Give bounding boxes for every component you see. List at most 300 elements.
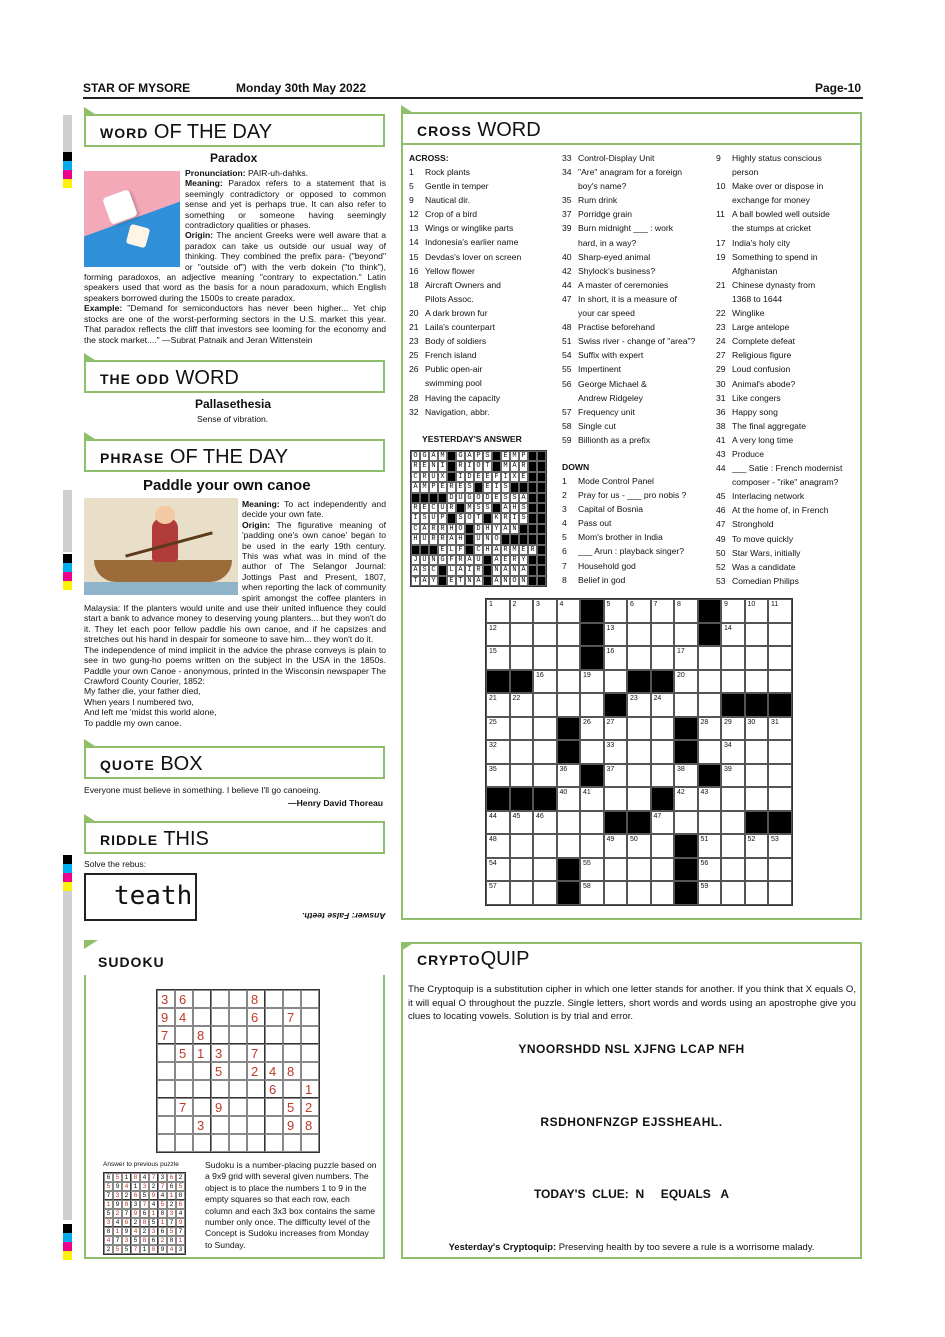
answer-cell: R <box>510 555 519 565</box>
sudoku-cell[interactable] <box>157 1098 175 1116</box>
crossword-cell[interactable] <box>745 787 769 811</box>
crossword-cell[interactable] <box>698 693 722 717</box>
crossword-cell[interactable]: 22 <box>510 693 534 717</box>
sudoku-cell[interactable] <box>175 1080 193 1098</box>
sudoku-cell[interactable] <box>157 1062 175 1080</box>
crossword-cell[interactable]: 48 <box>486 834 510 858</box>
crossword-cell[interactable] <box>533 646 557 670</box>
sudoku-cell[interactable]: 5 <box>175 1044 193 1062</box>
sudoku-cell[interactable]: 7 <box>175 1098 193 1116</box>
crossword-cell[interactable] <box>721 834 745 858</box>
clue-text: Belief in god <box>578 574 626 585</box>
crossword-cell[interactable] <box>604 858 628 882</box>
crossword-cell[interactable] <box>651 623 675 647</box>
clue-text: ___ Arun : playback singer? <box>578 546 685 557</box>
crossword-cell[interactable]: 37 <box>604 764 628 788</box>
black-square <box>537 461 546 471</box>
black-square <box>483 513 492 523</box>
answer-cell: F <box>456 545 465 555</box>
sudoku-cell[interactable]: 6 <box>175 990 193 1008</box>
crossword-cell[interactable]: 4 <box>557 599 581 623</box>
sudoku-cell[interactable] <box>211 1134 229 1152</box>
clue-number: 23 <box>716 322 726 333</box>
crossword-cell[interactable]: 15 <box>486 646 510 670</box>
black-square <box>674 740 698 764</box>
crossword-cell[interactable]: 30 <box>745 717 769 741</box>
crossword-cell[interactable]: 43 <box>698 787 722 811</box>
crossword-cell[interactable] <box>627 646 651 670</box>
crossword-cell[interactable] <box>698 740 722 764</box>
side-bar <box>63 490 72 552</box>
sudoku-cell[interactable]: 3 <box>157 990 175 1008</box>
clue-row <box>409 207 559 221</box>
crossword-cell[interactable]: 50 <box>627 834 651 858</box>
sudoku-cell[interactable] <box>157 1134 175 1152</box>
clue-number: 29 <box>716 364 726 375</box>
crossword-cell[interactable] <box>745 858 769 882</box>
prev-answer-cell: 8 <box>167 1236 176 1245</box>
crossword-cell[interactable] <box>627 881 651 905</box>
crossword-cell[interactable]: 35 <box>486 764 510 788</box>
crossword-cell[interactable]: 47 <box>651 811 675 835</box>
crossword-cell[interactable] <box>698 670 722 694</box>
crossword-grid[interactable] <box>485 598 793 906</box>
black-square <box>537 503 546 513</box>
crossword-cell[interactable] <box>745 670 769 694</box>
sudoku-cell[interactable]: 7 <box>283 1008 301 1026</box>
crossword-cell[interactable] <box>533 740 557 764</box>
crossword-cell[interactable] <box>651 717 675 741</box>
crossword-cell[interactable]: 51 <box>698 834 722 858</box>
crossword-cell[interactable]: 38 <box>674 764 698 788</box>
crossword-cell[interactable]: 1 <box>486 599 510 623</box>
crossword-cell[interactable] <box>533 623 557 647</box>
sudoku-cell[interactable] <box>175 1062 193 1080</box>
sudoku-cell[interactable] <box>247 1116 265 1134</box>
sudoku-cell[interactable]: 7 <box>247 1044 265 1062</box>
crossword-cell[interactable] <box>510 740 534 764</box>
crossword-cell[interactable] <box>533 717 557 741</box>
cryptoquip-instructions: The Cryptoquip is a substitution cipher in which one letter stands for another. If you think that X equals O, it will equal O throughout the puzzle. Single letters, short words and words using an apostrophe give you clues to locating vowels. Solution is by trial and error. <box>408 984 856 1022</box>
yesterday-cryptoquip: Yesterday's Cryptoquip: Preserving health by too severe a rule is a worrisome malady. <box>448 1241 815 1252</box>
sudoku-cell[interactable] <box>211 990 229 1008</box>
clue-text: composer - "rike" anagram? <box>732 477 839 488</box>
crossword-cell[interactable] <box>674 623 698 647</box>
sudoku-cell[interactable]: 2 <box>301 1098 319 1116</box>
crossword-cell[interactable]: 2 <box>510 599 534 623</box>
answer-cell: X <box>438 472 447 482</box>
crossword-cell[interactable]: 29 <box>721 717 745 741</box>
crossword-cell[interactable]: 16 <box>533 670 557 694</box>
sudoku-cell[interactable]: 8 <box>247 990 265 1008</box>
across-clues-col1 <box>409 165 559 419</box>
crossword-cell[interactable]: 20 <box>674 670 698 694</box>
crossword-cell[interactable]: 59 <box>698 881 722 905</box>
crossword-cell[interactable] <box>698 646 722 670</box>
clue-number: 15 <box>409 251 419 262</box>
clue-number: 9 <box>409 195 414 206</box>
crossword-cell[interactable] <box>627 764 651 788</box>
riddle-prompt: Solve the rebus: <box>84 859 147 869</box>
black-square <box>537 451 546 461</box>
answer-cell: S <box>501 482 510 492</box>
clue-row <box>716 165 856 179</box>
prev-answer-cell: 9 <box>158 1245 167 1254</box>
crossword-cell[interactable]: 26 <box>580 717 604 741</box>
answer-cell: I <box>438 461 447 471</box>
answer-cell: R <box>501 545 510 555</box>
black-square <box>438 493 447 503</box>
sudoku-cell[interactable] <box>301 1026 319 1044</box>
prev-answer-cell: 9 <box>176 1218 185 1227</box>
sudoku-cell[interactable] <box>229 990 247 1008</box>
sudoku-cell[interactable] <box>193 1098 211 1116</box>
crossword-cell[interactable] <box>745 764 769 788</box>
crossword-cell[interactable]: 34 <box>721 740 745 764</box>
crossword-cell[interactable] <box>510 717 534 741</box>
side-bar <box>63 890 72 1220</box>
sudoku-grid[interactable] <box>156 989 320 1153</box>
crossword-cell[interactable] <box>557 623 581 647</box>
crossword-cell[interactable] <box>721 811 745 835</box>
sudoku-cell[interactable] <box>283 1026 301 1044</box>
sudoku-cell[interactable] <box>301 1134 319 1152</box>
sudoku-cell[interactable] <box>229 1134 247 1152</box>
crossword-cell[interactable]: 8 <box>674 599 698 623</box>
sudoku-cell[interactable] <box>247 1134 265 1152</box>
sudoku-cell[interactable] <box>157 1080 175 1098</box>
crossword-cell[interactable]: 56 <box>698 858 722 882</box>
clue-text: Laila's counterpart <box>425 322 495 333</box>
crossword-cell[interactable] <box>557 693 581 717</box>
crossword-cell[interactable] <box>768 858 792 882</box>
sudoku-cell[interactable] <box>229 1026 247 1044</box>
crossword-cell[interactable]: 44 <box>486 811 510 835</box>
crossword-cell[interactable] <box>580 740 604 764</box>
crossword-cell[interactable] <box>604 787 628 811</box>
answer-cell: E <box>474 472 483 482</box>
sudoku-cell[interactable] <box>265 1116 283 1134</box>
black-square <box>537 524 546 534</box>
answer-cell: E <box>519 472 528 482</box>
prev-answer-cell: 7 <box>122 1209 131 1218</box>
crossword-cell[interactable]: 57 <box>486 881 510 905</box>
clue-text: Impertinent <box>578 364 621 375</box>
sudoku-cell[interactable]: 9 <box>211 1098 229 1116</box>
sudoku-cell[interactable]: 5 <box>283 1098 301 1116</box>
sudoku-cell[interactable] <box>157 1044 175 1062</box>
crossword-cell[interactable] <box>510 764 534 788</box>
crossword-cell[interactable] <box>651 764 675 788</box>
crossword-cell[interactable] <box>627 623 651 647</box>
crossword-cell[interactable] <box>533 858 557 882</box>
sudoku-cell[interactable] <box>211 1116 229 1134</box>
crossword-cell[interactable]: 3 <box>533 599 557 623</box>
crossword-cell[interactable]: 6 <box>627 599 651 623</box>
crossword-cell[interactable] <box>533 764 557 788</box>
crossword-cell[interactable] <box>674 811 698 835</box>
black-square <box>429 493 438 503</box>
crossword-cell[interactable] <box>533 693 557 717</box>
crossword-cell[interactable] <box>721 858 745 882</box>
crossword-cell[interactable] <box>510 646 534 670</box>
sudoku-cell[interactable]: 3 <box>211 1044 229 1062</box>
sudoku-cell[interactable] <box>265 1098 283 1116</box>
crossword-cell[interactable] <box>651 646 675 670</box>
answer-cell: R <box>429 524 438 534</box>
crossword-cell[interactable]: 24 <box>651 693 675 717</box>
sudoku-cell[interactable] <box>229 1116 247 1134</box>
clue-number: 12 <box>409 209 419 220</box>
black-square <box>483 555 492 565</box>
sudoku-cell[interactable] <box>229 1062 247 1080</box>
crossword-cell[interactable] <box>651 881 675 905</box>
answer-cell: S <box>420 565 429 575</box>
sudoku-cell[interactable] <box>283 1044 301 1062</box>
clue-number: 1 <box>409 167 414 177</box>
clue-number: 20 <box>409 307 419 318</box>
sudoku-cell[interactable]: 1 <box>193 1044 211 1062</box>
crossword-cell[interactable]: 28 <box>698 717 722 741</box>
crossword-cell[interactable]: 53 <box>768 834 792 858</box>
crossword-cell[interactable]: 41 <box>580 787 604 811</box>
sudoku-cell[interactable] <box>265 1026 283 1044</box>
crossword-cell[interactable] <box>768 670 792 694</box>
sudoku-cell[interactable] <box>229 1098 247 1116</box>
crossword-cell[interactable] <box>698 811 722 835</box>
crossword-cell[interactable]: 5 <box>604 599 628 623</box>
prev-answer-cell: 7 <box>149 1173 158 1182</box>
sudoku-cell[interactable]: 7 <box>157 1026 175 1044</box>
sudoku-cell[interactable] <box>211 1008 229 1026</box>
sudoku-cell[interactable]: 9 <box>157 1008 175 1026</box>
crossword-cell[interactable] <box>768 740 792 764</box>
todays-clue: TODAY'S CLUE: N EQUALS A <box>533 1187 730 1201</box>
clue-row <box>716 377 856 391</box>
crossword-cell[interactable] <box>721 670 745 694</box>
crossword-cell[interactable]: 46 <box>533 811 557 835</box>
sudoku-cell[interactable]: 9 <box>283 1116 301 1134</box>
clue-row <box>562 165 714 179</box>
crossword-cell[interactable]: 36 <box>557 764 581 788</box>
crossword-cell[interactable]: 13 <box>604 623 628 647</box>
answer-cell: M <box>501 461 510 471</box>
sudoku-cell[interactable]: 4 <box>175 1008 193 1026</box>
crossword-cell[interactable] <box>768 787 792 811</box>
sudoku-cell[interactable] <box>301 990 319 1008</box>
crossword-cell[interactable] <box>768 623 792 647</box>
crossword-cell[interactable] <box>604 670 628 694</box>
answer-cell: T <box>411 576 420 586</box>
crossword-cell[interactable] <box>510 858 534 882</box>
clue-text: Rum drink <box>578 195 618 206</box>
prev-answer-cell: 8 <box>104 1227 113 1236</box>
sudoku-cell[interactable] <box>283 1134 301 1152</box>
sudoku-cell[interactable] <box>265 990 283 1008</box>
clue-text: Sharp-eyed animal <box>578 251 651 262</box>
crossword-cell[interactable] <box>580 811 604 835</box>
clue-text: person <box>732 167 759 178</box>
sudoku-cell[interactable]: 5 <box>211 1062 229 1080</box>
crossword-cell[interactable]: 14 <box>721 623 745 647</box>
black-square <box>465 534 474 544</box>
clue-row <box>562 334 714 348</box>
crossword-cell[interactable]: 33 <box>604 740 628 764</box>
crossword-cell[interactable] <box>745 623 769 647</box>
sudoku-cell[interactable] <box>283 990 301 1008</box>
sudoku-cell[interactable] <box>157 1116 175 1134</box>
sudoku-cell[interactable] <box>229 1008 247 1026</box>
black-square <box>492 451 501 461</box>
clue-row <box>409 292 559 306</box>
crossword-cell[interactable] <box>651 834 675 858</box>
crossword-cell[interactable]: 11 <box>768 599 792 623</box>
crossword-cell[interactable]: 45 <box>510 811 534 835</box>
crossword-cell[interactable] <box>510 623 534 647</box>
crossword-cell[interactable] <box>533 834 557 858</box>
crossword-cell[interactable] <box>627 787 651 811</box>
sudoku-cell[interactable] <box>193 1080 211 1098</box>
sudoku-cell[interactable] <box>265 1134 283 1152</box>
sudoku-cell[interactable] <box>229 1044 247 1062</box>
crossword-cell[interactable] <box>533 881 557 905</box>
crossword-cell[interactable] <box>651 858 675 882</box>
crossword-cell[interactable]: 12 <box>486 623 510 647</box>
sudoku-cell[interactable] <box>229 1080 247 1098</box>
sudoku-cell[interactable]: 8 <box>193 1026 211 1044</box>
clue-text: Nautical dir. <box>425 195 470 206</box>
sudoku-cell[interactable] <box>193 1008 211 1026</box>
crossword-cell[interactable]: 17 <box>674 646 698 670</box>
crossword-cell[interactable] <box>557 811 581 835</box>
clue-text: Frequency unit <box>578 406 635 417</box>
crossword-cell[interactable]: 31 <box>768 717 792 741</box>
sudoku-cell[interactable] <box>247 1026 265 1044</box>
sudoku-cell[interactable]: 6 <box>265 1080 283 1098</box>
sudoku-cell[interactable] <box>247 1080 265 1098</box>
crossword-cell[interactable]: 21 <box>486 693 510 717</box>
crossword-cell[interactable] <box>721 881 745 905</box>
clue-text: A ball bowled well outside <box>732 209 830 220</box>
crossword-cell[interactable] <box>674 693 698 717</box>
sudoku-cell[interactable] <box>283 1080 301 1098</box>
crossword-cell[interactable] <box>510 834 534 858</box>
crossword-cell[interactable]: 32 <box>486 740 510 764</box>
crossword-cell[interactable]: 52 <box>745 834 769 858</box>
crossword-cell[interactable] <box>510 881 534 905</box>
quote-author: —Henry David Thoreau <box>288 798 384 808</box>
crossword-cell[interactable] <box>557 834 581 858</box>
sudoku-cell[interactable] <box>175 1026 193 1044</box>
answer-cell: U <box>420 555 429 565</box>
crossword-cell[interactable]: 7 <box>651 599 675 623</box>
crossword-cell[interactable] <box>651 740 675 764</box>
prev-answer-cell: 4 <box>167 1245 176 1254</box>
crossword-cell[interactable] <box>721 787 745 811</box>
sudoku-cell[interactable]: 8 <box>283 1062 301 1080</box>
black-square <box>557 740 581 764</box>
crossword-cell[interactable] <box>721 646 745 670</box>
sudoku-cell[interactable]: 1 <box>301 1080 319 1098</box>
sudoku-cell[interactable] <box>301 1062 319 1080</box>
crossword-cell[interactable] <box>580 693 604 717</box>
sudoku-cell[interactable] <box>193 1062 211 1080</box>
crossword-cell[interactable] <box>557 670 581 694</box>
crossword-cell[interactable]: 16 <box>604 646 628 670</box>
crossword-cell[interactable] <box>627 740 651 764</box>
crossword-cell[interactable]: 23 <box>627 693 651 717</box>
crossword-cell[interactable] <box>627 717 651 741</box>
crossword-cell[interactable]: 54 <box>486 858 510 882</box>
crossword-cell[interactable]: 40 <box>557 787 581 811</box>
crossword-cell[interactable]: 19 <box>580 670 604 694</box>
sudoku-cell[interactable] <box>211 1026 229 1044</box>
crossword-cell[interactable] <box>768 881 792 905</box>
crossword-cell[interactable]: 58 <box>580 881 604 905</box>
sudoku-cell[interactable] <box>247 1098 265 1116</box>
crossword-cell[interactable] <box>557 646 581 670</box>
crossword-cell[interactable]: 25 <box>486 717 510 741</box>
sudoku-cell[interactable] <box>193 1134 211 1152</box>
sudoku-cell[interactable] <box>301 1044 319 1062</box>
crossword-cell[interactable]: 27 <box>604 717 628 741</box>
crossword-cell[interactable]: 42 <box>674 787 698 811</box>
sudoku-cell[interactable] <box>175 1134 193 1152</box>
crossword-cell[interactable] <box>627 858 651 882</box>
answer-cell: Y <box>429 576 438 586</box>
sudoku-cell[interactable]: 6 <box>247 1008 265 1026</box>
clue-row <box>716 362 856 376</box>
phrase: Paddle your own canoe <box>143 477 311 494</box>
crossword-cell[interactable] <box>580 834 604 858</box>
sudoku-cell[interactable]: 2 <box>247 1062 265 1080</box>
sudoku-cell[interactable] <box>175 1116 193 1134</box>
crossword-cell[interactable] <box>745 646 769 670</box>
crossword-cell[interactable] <box>768 646 792 670</box>
prev-answer-cell: 3 <box>122 1236 131 1245</box>
sudoku-cell[interactable] <box>265 1044 283 1062</box>
prev-answer-cell: 8 <box>140 1236 149 1245</box>
crossword-cell[interactable]: 55 <box>580 858 604 882</box>
crossword-cell[interactable] <box>604 881 628 905</box>
crossword-cell[interactable] <box>768 764 792 788</box>
crossword-cell[interactable] <box>745 881 769 905</box>
prev-answer-cell: 8 <box>149 1245 158 1254</box>
sudoku-cell[interactable]: 4 <box>265 1062 283 1080</box>
answer-cell: N <box>429 555 438 565</box>
answer-cell: R <box>420 472 429 482</box>
crossword-cell[interactable]: 10 <box>745 599 769 623</box>
crossword-cell[interactable]: 39 <box>721 764 745 788</box>
black-square <box>745 811 769 835</box>
clue-text: Crop of a bird <box>425 209 478 220</box>
black-square <box>698 623 722 647</box>
paper-name: STAR OF MYSORE <box>83 81 191 95</box>
sudoku-cell[interactable] <box>211 1080 229 1098</box>
sudoku-cell[interactable]: 8 <box>301 1116 319 1134</box>
sudoku-cell[interactable] <box>265 1008 283 1026</box>
crossword-cell[interactable]: 49 <box>604 834 628 858</box>
sudoku-cell[interactable]: 3 <box>193 1116 211 1134</box>
clue-text: Having the capacity <box>425 392 500 403</box>
black-square <box>537 493 546 503</box>
crossword-cell[interactable] <box>745 740 769 764</box>
sudoku-cell[interactable] <box>193 990 211 1008</box>
clue-text: To move quickly <box>732 533 794 544</box>
crossword-cell[interactable]: 9 <box>721 599 745 623</box>
sudoku-cell[interactable] <box>301 1008 319 1026</box>
answer-cell: S <box>420 513 429 523</box>
